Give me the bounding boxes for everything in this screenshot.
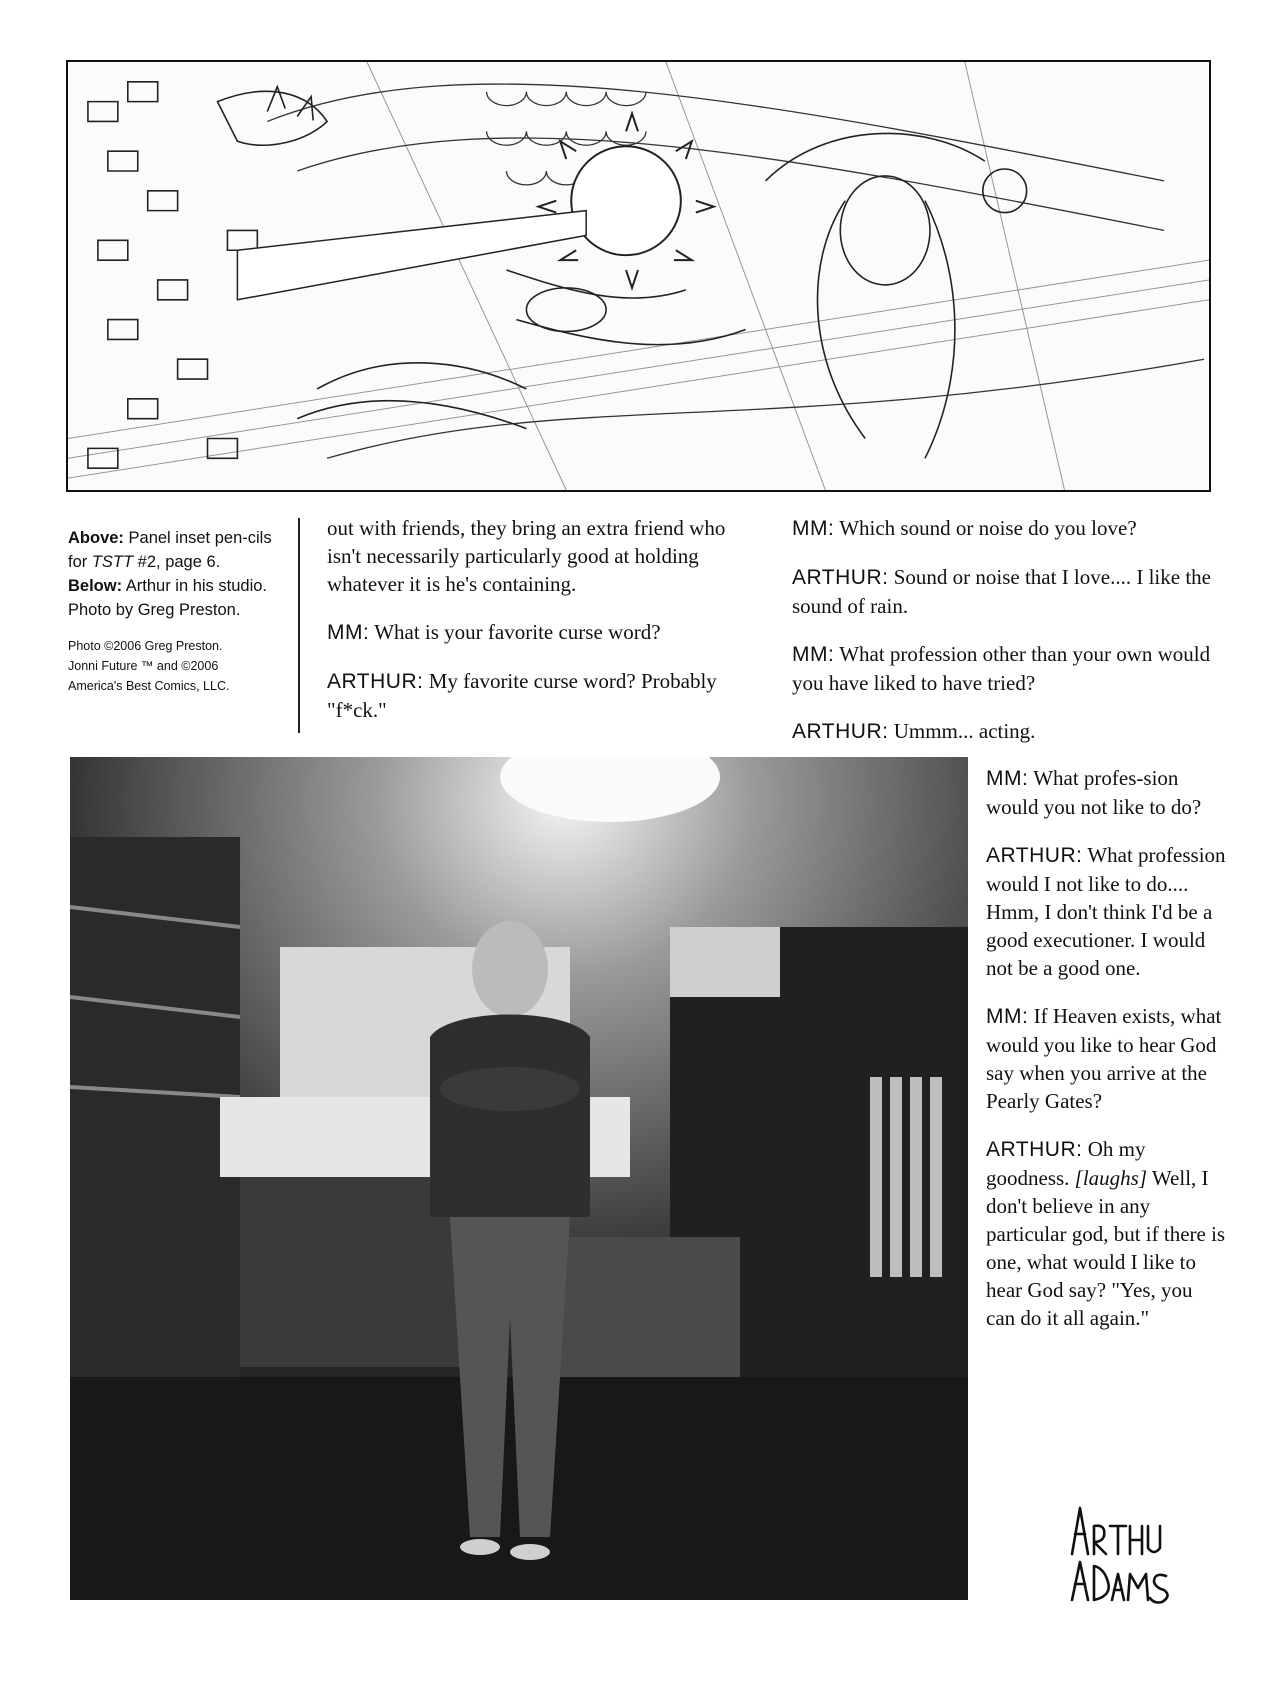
answer-text: What profession would I not like to do.... Hmm, I don't think I'd be a good executioner. I would not be a good one. bbox=[986, 843, 1226, 980]
sketch-art-icon bbox=[68, 62, 1209, 490]
answer-text: Ummm... acting. bbox=[893, 719, 1036, 743]
caption-above bbox=[68, 526, 278, 574]
question-text: Which sound or noise do you love? bbox=[839, 516, 1137, 540]
interview-paragraph bbox=[986, 764, 1226, 821]
photo-caption bbox=[68, 526, 278, 696]
question-text: What profes-sion would you not like to do? bbox=[986, 766, 1202, 819]
question-text: What profession other than your own would you have liked to have tried? bbox=[792, 642, 1211, 695]
speaker-label: ARTHUR: bbox=[792, 566, 889, 589]
interview-paragraph bbox=[327, 514, 747, 598]
handwritten-signature-icon bbox=[1066, 1496, 1176, 1606]
answer-text: My favorite curse word? Probably "f*ck." bbox=[327, 669, 717, 722]
caption-above-text: Panel inset pen-cils for bbox=[68, 529, 272, 571]
question-text: If Heaven exists, what would you like to hear God say when you arrive at the Pearly Gates? bbox=[986, 1004, 1222, 1113]
speaker-label: ARTHUR: bbox=[792, 720, 889, 743]
caption-above-text-2: #2, page 6. bbox=[133, 553, 221, 571]
aside-text: [laughs] bbox=[1074, 1166, 1148, 1190]
speaker-label: ARTHUR: bbox=[986, 1138, 1083, 1161]
speaker-label: MM: bbox=[792, 643, 835, 666]
interview-paragraph bbox=[327, 667, 747, 724]
speaker-label: ARTHUR: bbox=[327, 670, 424, 693]
interview-paragraph bbox=[792, 640, 1232, 697]
answer-text: Sound or noise that I love.... I like the sound of rain. bbox=[792, 565, 1211, 618]
speaker-label: MM: bbox=[986, 1005, 1029, 1028]
interview-paragraph bbox=[792, 563, 1232, 620]
credit-line: America's Best Comics, LLC. bbox=[68, 679, 230, 693]
interview-column-middle bbox=[327, 514, 747, 744]
credit-line: Jonni Future ™ and ©2006 bbox=[68, 659, 219, 673]
caption-below-label: Below: bbox=[68, 577, 123, 595]
speaker-label: MM: bbox=[986, 767, 1029, 790]
studio-photo-icon bbox=[70, 757, 968, 1600]
caption-above-label: Above: bbox=[68, 529, 124, 547]
interview-paragraph bbox=[986, 1002, 1226, 1115]
caption-title: TSTT bbox=[91, 553, 134, 571]
pencil-illustration-panel bbox=[66, 60, 1211, 492]
interview-paragraph bbox=[327, 618, 747, 647]
answer-text: Well, I don't believe in any particular god, but if there is one, what would I like to hear God say? "Yes, you can do it all again." bbox=[986, 1166, 1226, 1330]
question-text: What is your favorite curse word? bbox=[374, 620, 661, 644]
studio-photo bbox=[70, 757, 968, 1600]
answer-text: Oh my goodness. bbox=[986, 1137, 1146, 1190]
interview-paragraph bbox=[792, 514, 1232, 543]
speaker-label: ARTHUR: bbox=[986, 844, 1083, 867]
interview-paragraph bbox=[986, 841, 1226, 982]
interview-paragraph bbox=[792, 717, 1232, 746]
speaker-label: MM: bbox=[327, 621, 370, 644]
photo-credits bbox=[68, 636, 278, 696]
interview-paragraph bbox=[986, 1135, 1226, 1332]
answer-text: out with friends, they bring an extra friend who isn't necessarily particularly good at holding whatever it is he's containing. bbox=[327, 516, 726, 596]
column-divider bbox=[298, 518, 300, 733]
interview-column-side bbox=[986, 764, 1226, 1352]
speaker-label: MM: bbox=[792, 517, 835, 540]
caption-below-text: Arthur in his studio. Photo by Greg Preston. bbox=[68, 577, 268, 619]
credit-line: Photo ©2006 Greg Preston. bbox=[68, 639, 223, 653]
caption-below bbox=[68, 574, 278, 622]
interview-column-right bbox=[792, 514, 1232, 766]
signature bbox=[1066, 1496, 1176, 1606]
